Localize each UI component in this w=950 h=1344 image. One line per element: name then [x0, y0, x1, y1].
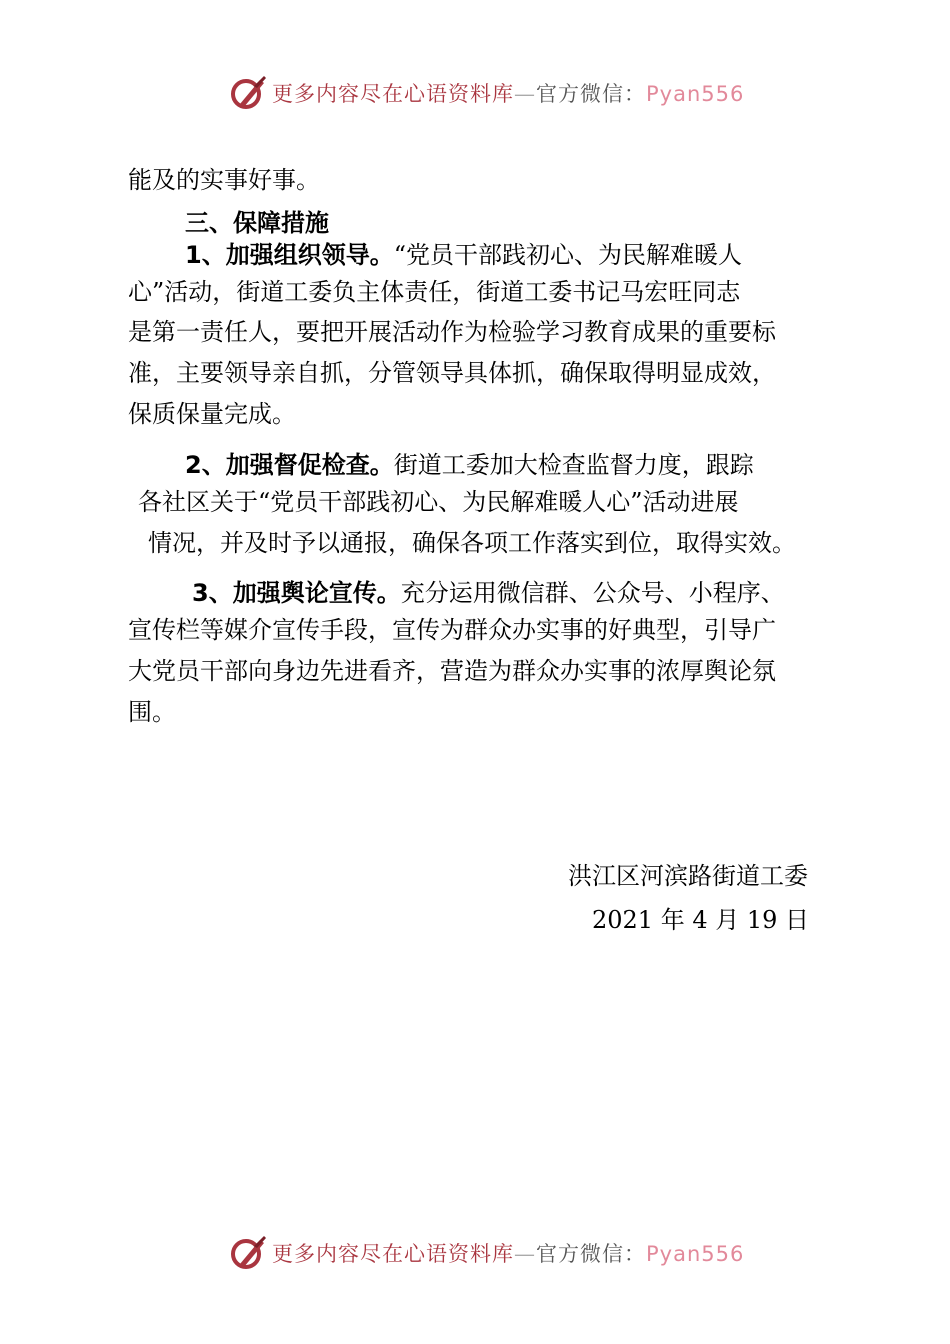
watermark-text	[272, 1238, 744, 1268]
signature-org: 洪江区河滨路街道工委	[568, 862, 808, 890]
top-watermark	[0, 72, 950, 112]
item3-text1: 充分运用微信群、公众号、小程序、	[400, 579, 785, 607]
item1-line2: 心”活动，街道工委负主体责任，街道工委书记马宏旺同志	[128, 278, 741, 306]
section-heading: 三、保障措施	[185, 209, 329, 237]
item1-line3: 是第一责任人，要把开展活动作为检验学习教育成果的重要标	[128, 318, 776, 346]
watermark-dash: —	[514, 82, 536, 106]
item3-line3: 大党员干部向身边先进看齐，营造为群众办实事的浓厚舆论氛	[128, 657, 776, 685]
watermark-dash: —	[514, 1242, 536, 1266]
pen-logo-icon	[230, 74, 268, 110]
watermark-account: Pyan556	[646, 82, 745, 106]
item2-title: 2、加强督促检查。	[185, 451, 394, 479]
bottom-watermark	[0, 1232, 950, 1272]
item1-line5: 保质保量完成。	[128, 400, 296, 428]
watermark-main: 更多内容尽在心语资料库	[272, 1242, 514, 1266]
paragraph-continuation: 能及的实事好事。	[128, 166, 320, 194]
item2-line1	[185, 450, 754, 480]
item1-line1	[185, 240, 742, 270]
watermark-text	[272, 78, 744, 108]
item1-title: 1、加强组织领导。	[185, 241, 394, 269]
item2-line3: 情况，并及时予以通报，确保各项工作落实到位，取得实效。	[148, 529, 796, 557]
watermark-account: Pyan556	[646, 1242, 745, 1266]
item3-title: 3、加强舆论宣传。	[192, 579, 401, 607]
watermark-main: 更多内容尽在心语资料库	[272, 82, 514, 106]
item2-line2: 各社区关于“党员干部践初心、为民解难暖人心”活动进展	[138, 488, 739, 516]
item2-text1: 街道工委加大检查监督力度，跟踪	[393, 451, 754, 479]
signature-date: 2021 年 4 月 19 日	[592, 906, 810, 934]
item3-line1	[192, 578, 785, 608]
item3-line4: 围。	[128, 698, 176, 726]
item3-line2: 宣传栏等媒介宣传手段，宣传为群众办实事的好典型，引导广	[128, 616, 776, 644]
item1-text1: “党员干部践初心、为民解难暖人	[393, 241, 742, 269]
item1-line4: 准，主要领导亲自抓，分管领导具体抓，确保取得明显成效，	[128, 359, 776, 387]
pen-logo-icon	[230, 1234, 268, 1270]
watermark-label: 官方微信：	[536, 82, 646, 106]
watermark-label: 官方微信：	[536, 1242, 646, 1266]
